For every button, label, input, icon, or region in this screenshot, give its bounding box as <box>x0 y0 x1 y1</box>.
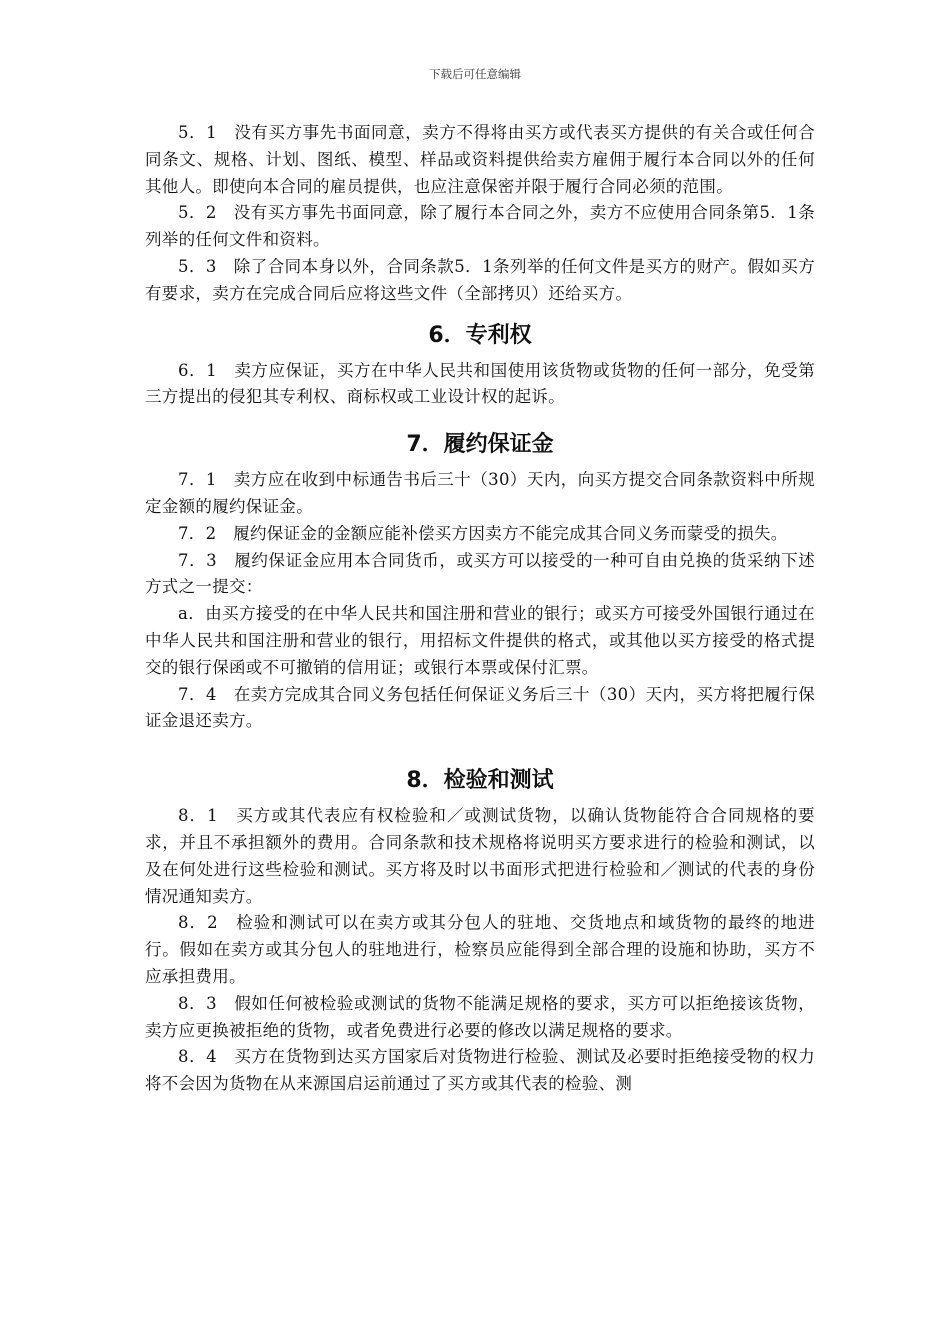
page-header: 下载后可任意编辑 <box>429 67 521 81</box>
clause-7-1: 7．1 卖方应在收到中标通告书后三十（30）天内，向买方提交合同条款资料中所规定金额的履约保证金。 <box>145 470 815 516</box>
clause-6-1: 6．1 卖方应保证，买方在中华人民共和国使用该货物或货物的任何一部分，免受第三方提出的侵犯其专利权、商标权或工业设计权的起诉。 <box>145 360 815 407</box>
section-7-heading: 7．履约保证金 <box>406 432 554 458</box>
section-8-heading: 8．检验和测试 <box>406 768 554 794</box>
clause-8-2: 8．2 检验和测试可以在卖方或其分包人的驻地、交货地点和域货物的最终的地进行。假如在卖方或其分包人的驻地进行，检察员应能得到全部合理的设施和协助，买方不应承担费用。 <box>145 913 815 986</box>
clause-5-2: 5．2 没有买方事先书面同意，除了履行本合同之外，卖方不应使用合同条第5．1条列举的任何文件和资料。 <box>145 203 815 250</box>
clause-8-4: 8．4 买方在货物到达买方国家后对货物进行检验、测试及必要时拒绝接受物的权力将不会因为货物在从来源国启运前通过了买方或其代表的检验、测 <box>145 1047 815 1094</box>
clause-5-3: 5．3 除了合同本身以外，合同条款5．1条列举的任何文件是买方的财产。假如买方有要求，卖方在完成合同后应将这些文件（全部拷贝）还给买方。 <box>145 256 815 303</box>
section-6-heading: 6．专利权 <box>428 322 532 348</box>
document-body <box>145 120 815 1098</box>
clause-7-4: 7．4 在卖方完成其合同义务包括任何保证义务后三十（30）天内，买方将把履行保证金退还卖方。 <box>145 684 815 731</box>
clause-5-1: 5．1 没有买方事先书面同意，卖方不得将由买方或代表买方提供的有关合或任何合同条文、规格、计划、图纸、模型、样品或资料提供给卖方雇佣于履行本合同以外的任何其他人。即使向本合同的雇员提供，也应注意保密并限于履行合同必须的范围。 <box>145 123 815 196</box>
clause-7-3: 7．3 履约保证金应用本合同货币，或买方可以接受的一种可自由兑换的货采纳下述方式之一提交： <box>145 550 815 597</box>
clause-8-1: 8．1 买方或其代表应有权检验和／或测试货物，以确认货物能符合合同规格的要求，并且不承担额外的费用。合同条款和技术规格将说明买方要求进行的检验和测试，以及在何处进行这些检验和测试。买方将及时以书面形式把进行检验和／测试的代表的身份情况通知卖方。 <box>145 806 815 906</box>
clause-7-2: 7．2 履约保证金的金额应能补偿买方因卖方不能完成其合同义务而蒙受的损失。 <box>178 523 788 543</box>
clause-8-3: 8．3 假如任何被检验或测试的货物不能满足规格的要求，买方可以拒绝接该货物，卖方应更换被拒绝的货物，或者免费进行必要的修改以满足规格的要求。 <box>145 993 815 1040</box>
clause-7-3-a: a．由买方接受的在中华人民共和国注册和营业的银行；或买方可接受外国银行通过在中华人民共和国注册和营业的银行，用招标文件提供的格式，或其他以买方接受的格式提交的银行保函或不可撤销的信用证；或银行本票或保付汇票。 <box>145 604 815 677</box>
